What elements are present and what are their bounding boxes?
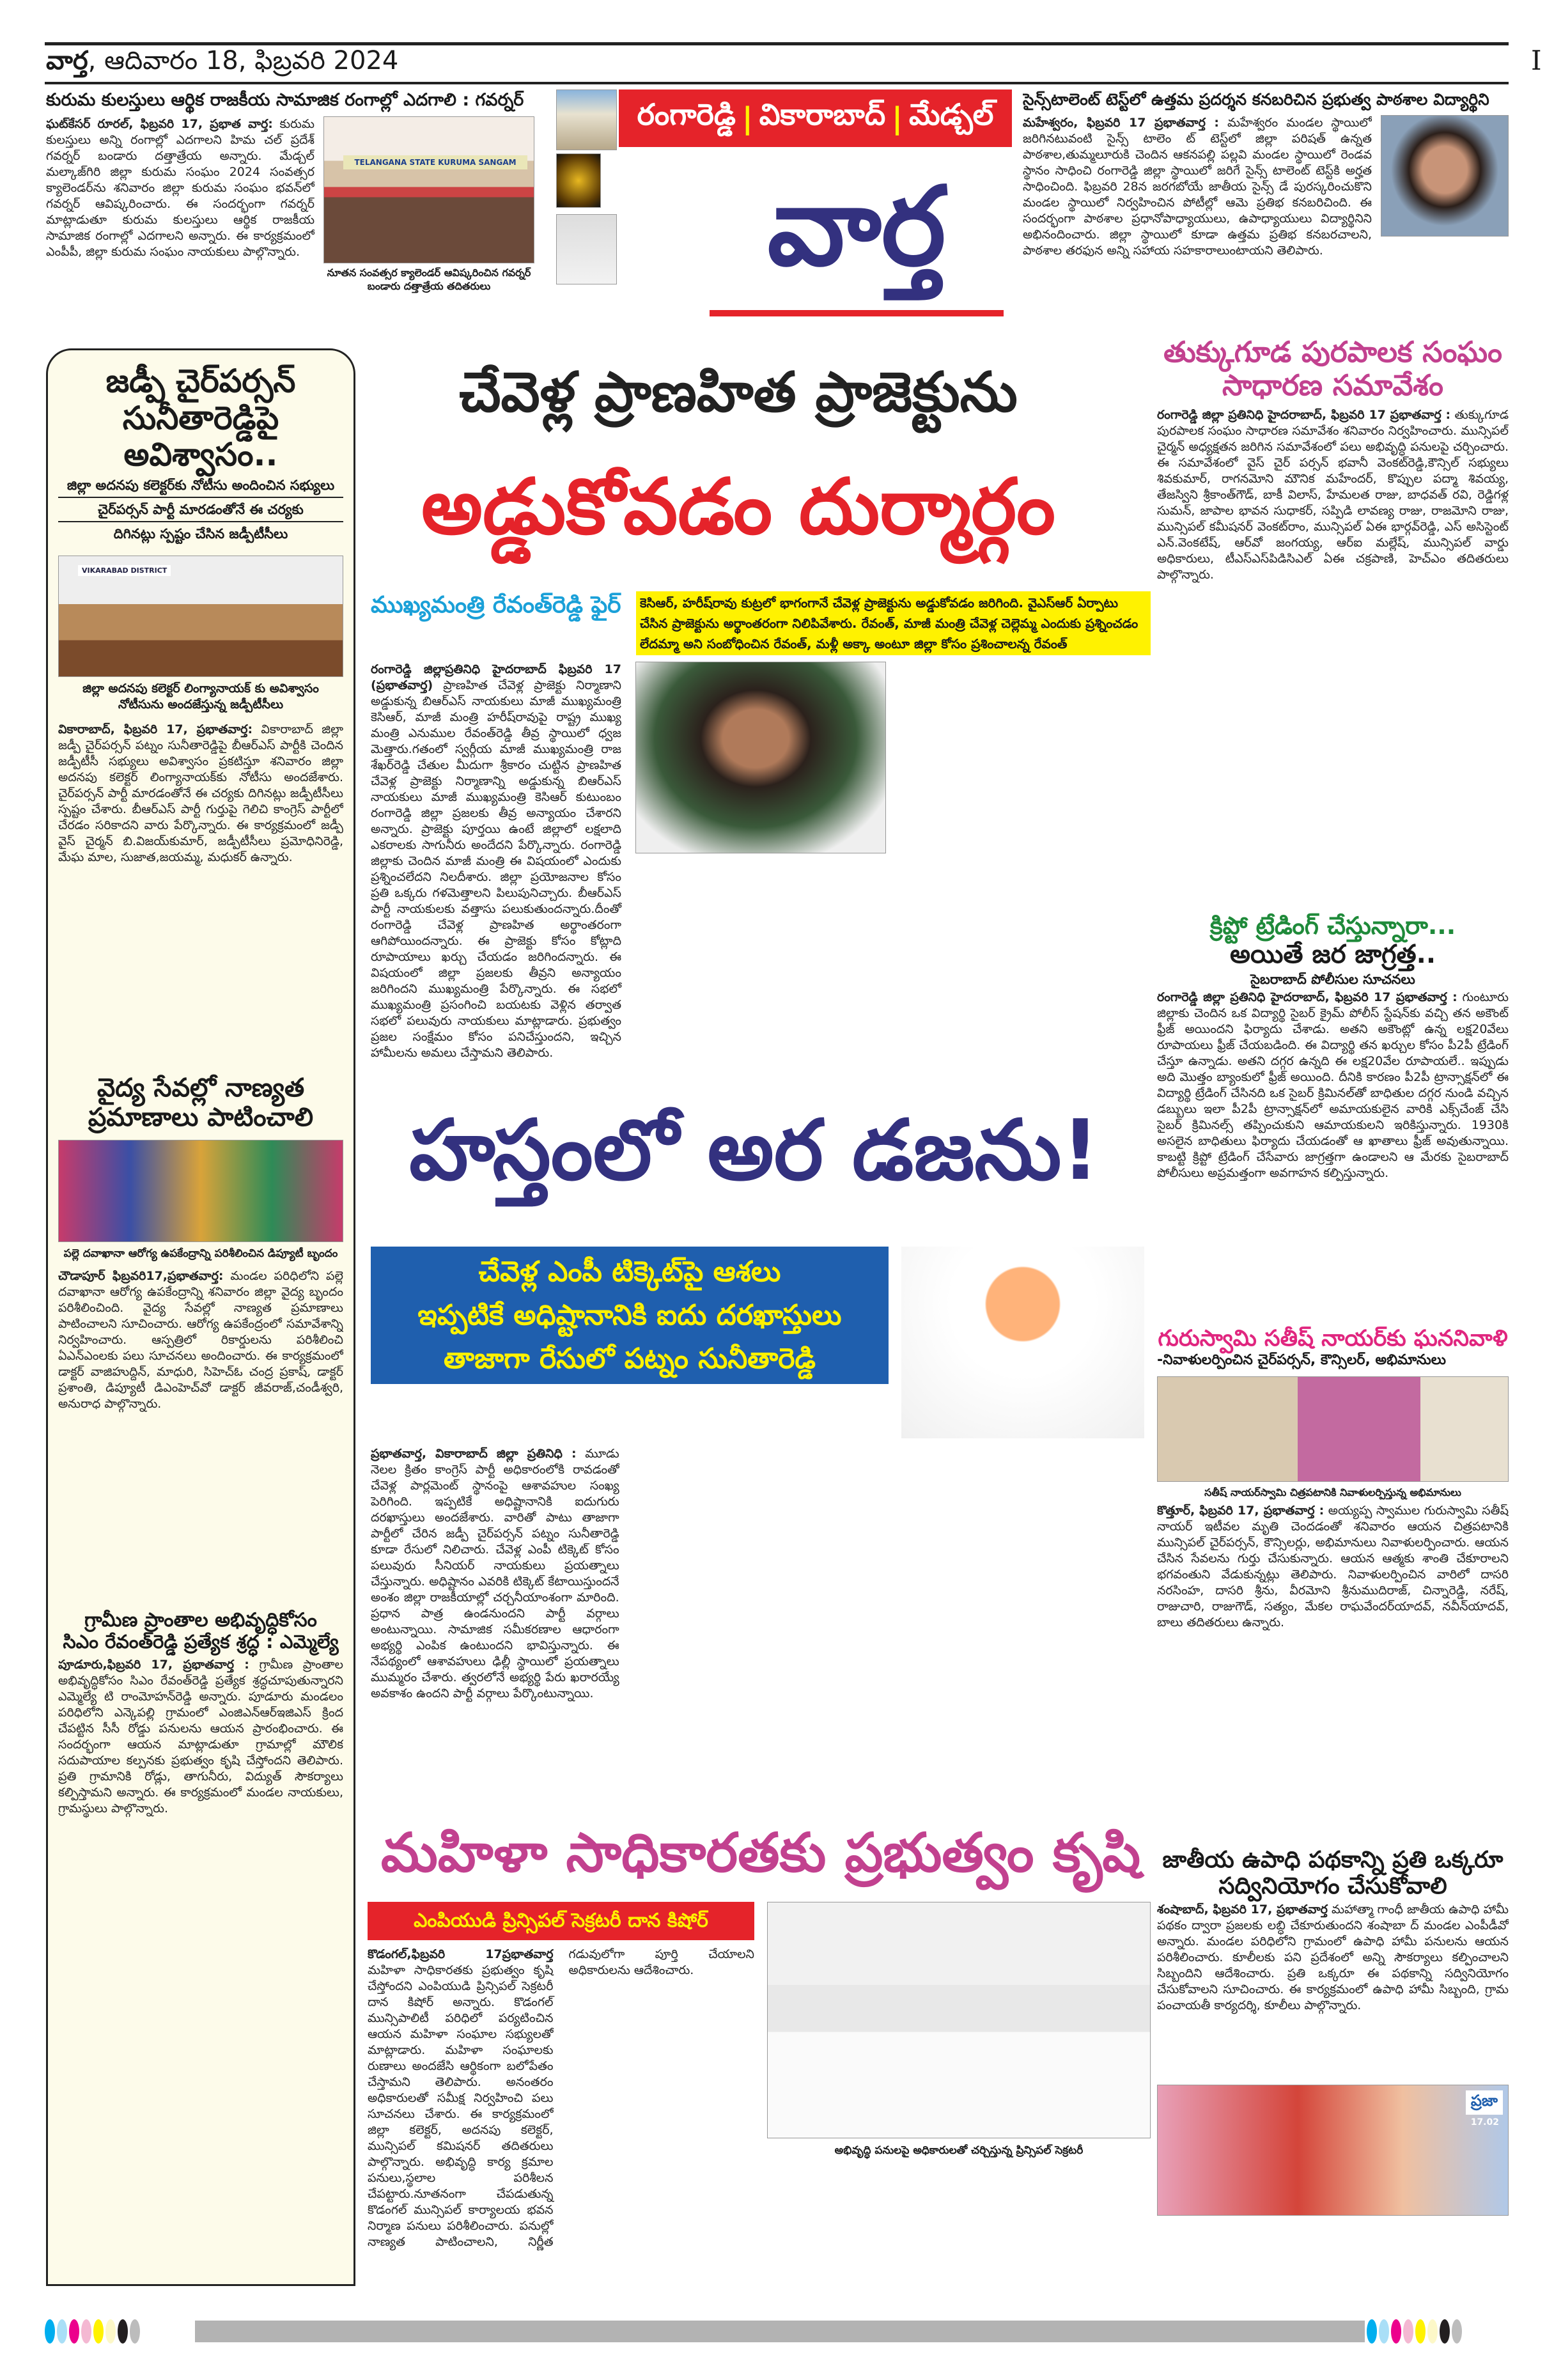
lead-subhead: ముఖ్యమంత్రి రేవంత్‌రెడ్డి ఫైర్: [371, 592, 621, 618]
registration-dot: [45, 2319, 55, 2344]
photo-caption: నూతన సంవత్సర క్యాలెండర్ ఆవిష్కరించిన గవర్నర్ బండారు దత్తాత్రేయ తదితరులు: [327, 267, 531, 292]
page-header: [46, 46, 398, 82]
dateline: రంగారెడ్డి జిల్లా ప్రతినిధి హైదరాబాద్, ఫిబ్రవరి 17 ప్రభాతవార్త :: [1157, 407, 1451, 422]
registration-dot: [93, 2319, 104, 2344]
zp-photo-caption: జిల్లా అదనపు కలెక్టర్ లింగ్యానాయక్ కు అవిశ్వాసం నోటీసును అందజేస్తున్న జడ్పీటీసీలు: [82, 681, 319, 712]
photo-date: 17.02: [1470, 2117, 1499, 2128]
registration-dot: [1391, 2319, 1401, 2344]
dateline: రంగారెడ్డి జిల్లాప్రతినిధి హైదరాబాద్ ఫిబ్రవరి 17 (ప్రభాతవార్త): [371, 662, 621, 692]
women-body: మహిళా సాధికారతకు ప్రభుత్వం కృషి చేస్తోందని ఎంపియుడి ప్రిన్సిపల్ సెక్రటరీ దాన కిషోర్ అన్నారు. కొడంగల్ మున్సిపాలిటీ పరిధిలో పర్యటించిన ఆయన మహిళా సంఘాల సభ్యులతో మాట్లాడారు. మహిళా సంఘాలకు రుణాలు అందజేసి ఆర్థికంగా బలోపేతం చేస్తామని తెలిపారు. అనంతరం అధికారులతో సమీక్ష నిర్వహించి పలు సూచనలు చేశారు. ఈ కార్యక్రమంలో జిల్లా కలెక్టర్, అదనపు కలెక్టర్, మున్సిపల్ కమిషనర్ తదితరులు పాల్గొన్నారు. అభివృద్ధి కార్య క్రమాల పనులు,స్థలాల పరిశీలన చేపట్టారు.నూతనంగా చేపడుతున్న కొడంగల్ మున్సిపల్ కార్యాలయ భవన నిర్మాణ పనులు పరిశీలించారు. పనుల్లో నాణ్యత పాటించాలని, నిర్ణీత గడువులోగా పూర్తి చేయాలని అధికారులను ఆదేశించారు.: [368, 1947, 754, 2249]
kuruma-event-photo: [323, 116, 534, 263]
kuruma-story: [46, 88, 548, 344]
registration-dot: [57, 2319, 67, 2344]
tribute-photo-caption: సతీష్ నాయర్‌స్వామి చిత్రపటానికి నివాళులర్పిస్తున్న అభిమానులు: [1204, 1486, 1461, 1498]
zp-sub-2: చైర్‌పర్సన్ పార్టీ మారడంతోనే ఈ చర్యకు: [58, 498, 343, 522]
dateline: ఘట్‌కేసర్ రూరల్, ఫిబ్రవరి 17, ప్రభాత వార్త:: [46, 117, 273, 131]
lead-story: [371, 591, 1151, 1084]
crypto-sub: సైబరాబాద్ పోలీసుల సూచనలు: [1250, 972, 1415, 988]
registration-marks-right: [1367, 2319, 1464, 2344]
medical-headline: వైద్య సేవల్లో నాణ్యత ప్రమాణాలు పాటించాలి: [88, 1073, 314, 1132]
page-number: I: [1531, 45, 1542, 76]
dateline: శంషాబాద్, ఫిబ్రవరి 17, ప్రభాతవార్త: [1157, 1902, 1328, 1917]
upadhi-body: మహాత్మా గాంధీ జాతీయ ఉపాధి హామీ పథకం ద్వారా ప్రజలకు లబ్ధి చేకూరుతుందని శంషాబా ద్ మండల ఎంపీడీవో అన్నారు. మండల పరిధిలోని గ్రామంలో ఉపాధి హామీ పనులను ఆయన పరిశీలించారు. కూలీలకు పని ప్రదేశంలో అన్ని సౌకర్యాలు కల్పించాలని సిబ్బందిని ఆదేశించారు. ప్రతి ఒక్కరూ ఈ పథకాన్ని సద్వినియోగం చేసుకోవాలని సూచించారు. ఈ కార్యక్రమంలో ఉపాధి హామీ సిబ్బంది, గ్రామ పంచాయతీ కార్యదర్శి, కూలీలు పాల్గొన్నారు.: [1157, 1902, 1509, 2013]
medical-photo-caption: పల్లె దవాఖానా ఆరోగ్య ఉపకేంద్రాన్ని పరిశీలించిన డిప్యూటీ బృందం: [63, 1247, 338, 1260]
lead-highlight-box: కెసిఆర్, హరీష్‌రావు కుట్రలో భాగంగానే చేవెళ్ల ప్రాజెక్టును అడ్డుకోవడం జరిగింది. వైఎస్ఆర్ ఏర్పాటు చేసిన ప్రాజెక్టును అర్థాంతరంగా నిలిపివేశారు. రేవంత్, మాజీ మంత్రి చేవెళ్ల చెల్లెమ్మ ఎందుకు ప్రశ్నించడం లేదమ్మా అని సంబోధించిన రేవంత్, మళ్లీ అక్కా అంటూ జిల్లా కోసం ప్రశించాలన్న రేవంత్: [636, 591, 1151, 655]
upadhi-photo: [1157, 2085, 1509, 2216]
registration-dot: [118, 2319, 128, 2344]
lead-deck: చేవెళ్ల ప్రాణహిత ప్రాజెక్టును: [459, 361, 1018, 424]
women-body-area: [368, 1947, 754, 2279]
lead-body-area: [371, 662, 1151, 1084]
dateline: ప్రభాతవార్త, వికారాబాద్ జిల్లా ప్రతినిధి :: [371, 1447, 577, 1461]
zp-body: వికారాబాద్ జిల్లా జడ్పీ చైర్‌పర్సన్ పట్నం సునీతారెడ్డిపై బీఆర్ఎస్ పార్టీకి చెందిన జడ్పీటీసీ సభ్యులు అవిశ్వాసం ప్రకటిస్తూ శనివారం జిల్లా అదనపు కలెక్టర్ లింగ్యానాయక్‌కు నోటీసు అందజేశారు. చైర్‌పర్సన్ పార్టీ మారడంతోనే ఈ చర్యకు దిగినట్లు జడ్పీటీసీలు స్పష్టం చేశారు. బీఆర్ఎస్ పార్టీ గుర్తుపై గెలిచి కాంగ్రెస్ పార్టీలో చేరడం సరికాదని వారు పేర్కొన్నారు. ఈ కార్యక్రమంలో జడ్పీ వైస్ చైర్మన్ బి.విజయ్‌కుమార్, జడ్పీటీసీలు ప్రమోధినిరెడ్డి, మేఘ మాల, సుజాత,జయమ్మ, మధుకర్ ఉన్నారు.: [58, 722, 343, 864]
congress-cartoon: [901, 1247, 1144, 1438]
temple-photo: [556, 89, 617, 150]
district-rangareddy: రంగారెడ్డి: [637, 97, 736, 132]
congress-headline: హస్తంలో అర డజను!: [409, 1101, 1099, 1199]
box-line-1: చేవెళ్ల ఎంపీ టిక్కెట్‌పై ఆశలు: [478, 1256, 781, 1288]
registration-dot: [69, 2319, 79, 2344]
article-body: మహేశ్వరం మండల స్థాయిలో జరిగినటువంటి సైన్స్ టాలెం ట్ టెస్ట్‌లో జిల్లా పరిషత్ ఉన్నత పాఠశాల,తుమ్మలూరుకి చెందిన ఆకనపల్లి పల్లవి మండల స్థాయిలో రెండవ స్థానం సాధించి రంగారెడ్డి జిల్లా స్థాయిలో జరిగే సైన్స్ టాలెంట్ టెస్ట్‌కి అర్హత సాధించింది. ఫిబ్రవరి 28న జరగబోయే జాతీయ సైన్స్ డే పురస్కరించుకొని మండల స్థాయిలో నిర్వహించిన పోటీల్లో ఆమె ప్రతిభ కనబరిచింది. ఈ సందర్భంగా పాఠశాల ప్రధానోపాధ్యాయులు, ఉపాధ్యాయులు విద్యార్థినిని అభినందించారు. జిల్లా స్థాయిలో కూడా ఉత్తమ ప్రతిభ కనబరచాలని, పాఠశాల తరఫున అన్ని సహాయ సహకారాలుంటాయని తెలిపారు.: [1023, 116, 1372, 258]
health-centre-photo: [58, 1140, 343, 1242]
revanth-reddy-photo: [635, 662, 886, 853]
registration-dot: [1367, 2319, 1377, 2344]
registration-bar: [195, 2321, 1365, 2342]
crypto-headline-2: అయితే జర జాగ్రత్త..: [1229, 940, 1436, 970]
zp-sub-1: జిల్లా అదనపు కలెక్టర్‌కు నోటీసు అందించిన సభ్యులు: [58, 474, 343, 498]
officials-meeting-photo: [767, 1902, 1151, 2138]
dateline: చౌడాపూర్ ఫిబ్రవరి17,ప్రభాతవార్త:: [58, 1268, 224, 1283]
rural-kicker: గ్రామీణ ప్రాంతాల అభివృద్ధికోసం: [84, 1608, 317, 1631]
registration-dot: [1379, 2319, 1389, 2344]
tribute-photo: [1157, 1376, 1509, 1482]
crypto-body: గుంటూరు జిల్లాకు చెందిన ఒక విద్యార్థి సైబర్ క్రైమ్ పోలీస్ స్టేషన్‌కు వచ్చి తన అకౌంట్ ఫ్రీజ్ అయిందని ఫిర్యాదు చేశాడు. అతని అకౌంట్లో ఉన్న లక్ష20వేలు రూపాయలు ఫ్రీజ్ చేయబడింది. ఈ విద్యార్థి తన ఖర్చుల కోసం పీ2పీ ట్రేడింగ్ చేస్తూ ఉన్నాడు. అతని దగ్గర ఉన్నది ఈ లక్ష20వేల రూపాయలే.. ఇప్పుడు అది మొత్తం బ్యాంకులో ఫ్రీజ్ అయింది. దీనికి కారణం పీ2పీ ట్రాన్సాక్షన్‌లో ఈ విద్యార్థి ట్రేడింగ్ చేసినది ఒక సైబర్ క్రిమినల్‌తో బాధితుల దగ్గర నుండి వచ్చిన డబ్బులు ఇలా పీ2పీ ట్రాన్సాక్షన్‌లో అమాయకులైన వారికి ఎక్స్‌చేంజ్ చేసి సైబర్ క్రిమినల్స్ తప్పించుకుని ఆమాయకులని ఇరికిస్తున్నారు. 1930కి అసలైన బాధితులు ఫిర్యాదు చేయడంతో ఆ ఖాతాలు ఫ్రీజ్ అవుతున్నాయి. కాబట్టి క్రిప్టో ట్రేడింగ్ చేసేవారు జాగ్రత్తగా ఉండాలని ఆ మేరకు సైబరాబాద్ పోలీసులు అప్రమత్తంగా అవగాహన కల్పిస్తున్నారు.: [1157, 990, 1509, 1181]
photo-badge: ప్రజా: [1466, 2090, 1503, 2115]
rural-body: గ్రామీణ ప్రాంతాల అభివృద్ధికోసం సిఎం రేవంత్‌రెడ్డి ప్రత్యేక శ్రద్ధచూపుతున్నారని ఎమ్మెల్యే టి రాంమోహన్‌రెడ్డి అన్నారు. పూడూరు మండలం పరిధిలోని ఎన్కెపల్లి గ్రామంలో ఎంజిఎన్ఆర్ఇజిఎస్ క్రింద చేపట్టిన సీసీ రోడ్డు పనులను ఆయన ప్రారంభించారు. ఈ సందర్భంగా ఆయన మాట్లాడుతూ గ్రామాల్లో మౌలిక సదుపాయాల కల్పనకు ప్రభుత్వం కృషి చేస్తోందని తెలిపారు. ప్రతి గ్రామానికి రోడ్లు, తాగునీరు, విద్యుత్ సౌకర్యాలు కల్పిస్తామని అన్నారు. ఈ కార్యక్రమంలో మండల నాయకులు, గ్రామస్థులు పాల్గొన్నారు.: [58, 1657, 343, 1816]
meeting-photo-caption: అభివృద్ధి పనులపై అధికారులతో చర్చిస్తున్న ప్రిన్సిపల్ సెక్రటరీ: [834, 2144, 1084, 2157]
student-photo: [1381, 115, 1509, 237]
registration-dot: [130, 2319, 140, 2344]
dateline: వికారాబాద్, ఫిబ్రవరి 17, ప్రభాతవార్త:: [58, 722, 253, 736]
registration-dot: [1403, 2319, 1413, 2344]
registration-dot: [1452, 2319, 1462, 2344]
dateline: కొత్తూర్, ఫిబ్రవరి 17, ప్రభాతవార్త :: [1157, 1503, 1325, 1518]
guruswamy-body: అయ్యప్ప స్వాముల గురుస్వామి సతీష్ నాయర్ ఇటీవల మృతి చెందడంతో శనివారం ఆయన చిత్రపటానికి మున్సిపల్ చైర్‌పర్సన్, కౌన్సిలర్లు, అభిమానులు నివాళులర్పించారు. ఆయన చేసిన సేవలను గుర్తు చేసుకున్నారు. ఆయన ఆత్మకు శాంతి చేకూరాలని భగవంతుని వేడుకున్నట్లు తెలిపారు. నివాళులర్పించిన వారిలో దాసరి నరసింహ, దాసరి శ్రీను, వీరమోని శ్రీనుముదిరాజ్, చిన్నారెడ్డి, నరేష్, రాజుచారి, రాజుగౌడ్, సత్యం, మేకల రాఘవేందర్‌యాదవ్, నవీన్‌యాదవ్, బాలు తదితరులు ఉన్నారు.: [1157, 1503, 1509, 1629]
registration-dot: [1440, 2319, 1450, 2344]
separator: |: [742, 101, 753, 136]
dateline: కొడంగల్,ఫిబ్రవరి 17ప్రభాతవార్త: [368, 1947, 554, 1961]
registration-dot: [1415, 2319, 1426, 2344]
lead-headline: అడ్డుకోవడం దుర్మార్గం: [421, 463, 1056, 552]
secretary-banner: ఎంపియుడి ప్రిన్సిపల్ సెక్రటరీ దాన కిషోర్: [368, 1902, 754, 1940]
guruswamy-sub: -నివాళులర్పించిన చైర్‌పర్సన్, కౌన్సిలర్, అభిమానులు: [1157, 1351, 1446, 1368]
left-column-box: [46, 348, 355, 2286]
registration-dot: [81, 2319, 91, 2344]
congress-body-area: [371, 1446, 1144, 1810]
congress-body: మూడు నెలల క్రితం కాంగ్రెస్ పార్టీ అధికారంలోకి రావడంతో చేవెళ్ల పార్లమెంట్ స్థానంపై ఆశావహుల సంఖ్య పెరిగింది. ఇప్పటికే అధిష్టానానికి ఐదుగురు దరఖాస్తులు అందజేశారు. వారితో పాటు తాజాగా పార్టీలో చేరిన జడ్పీ చైర్‌పర్సన్ పట్నం సునీతారెడ్డి కూడా రేసులో నిలిచారు. చేవెళ్ల ఎంపీ టిక్కెట్ కోసం పలువురు సీనియర్ నాయకులు ప్రయత్నాలు చేస్తున్నారు. అధిష్టానం ఎవరికి టిక్కెట్ కేటాయిస్తుందనే అంశం జిల్లా రాజకీయాల్లో చర్చనీయాంశంగా మారింది. ప్రధాన పాత్ర ఉండనుందని పార్టీ వర్గాలు అంటున్నాయి. సామాజిక సమీకరణాల ఆధారంగా అభ్యర్థి ఎంపిక ఉంటుందని భావిస్తున్నారు. ఈ నేపథ్యంలో ఆశావహులు ఢిల్లీ స్థాయిలో ప్రయత్నాలు ముమ్మరం చేశారు. త్వరలోనే అభ్యర్థి పేరు ఖరారయ్యే అవకాశం ఉందని పార్టీ వర్గాలు పేర్కొంటున్నాయి.: [371, 1447, 619, 1700]
logo-vaartha: వార్త: [767, 164, 946, 290]
dateline: పూడూరు,ఫిబ్రవరి 17, ప్రభాతవార్త :: [58, 1657, 249, 1672]
right-column: [1157, 336, 1509, 2282]
box-line-3: తాజాగా రేసులో పట్నం సునీతారెడ్డి: [443, 1342, 816, 1375]
dateline: మహేశ్వరం, ఫిబ్రవరి 17 ప్రభాతవార్త :: [1023, 116, 1220, 130]
building-photo: [556, 214, 617, 284]
registration-marks-left: [45, 2319, 142, 2344]
congress-box: [371, 1247, 889, 1384]
box-line-2: ఇప్పటికే అధిష్టానానికి ఐదు దరఖాస్తులు: [417, 1299, 842, 1332]
registration-dot: [1427, 2319, 1438, 2344]
dateline: రంగారెడ్డి జిల్లా ప్రతినిధి హైదరాబాద్, ఫిబ్రవరి 17 ప్రభాతవార్త :: [1157, 990, 1457, 1005]
photo-sign: VIKARABAD DISTRICT: [78, 565, 171, 576]
top-rule: [45, 42, 1509, 45]
issue-date: , ఆదివారం 18, ఫిబ్రవరి 2024: [88, 46, 399, 75]
article-body: కురుమ కులస్తులు అన్ని రంగాల్లో ఎదగాలని హిమ చల్ ప్రదేశ్ గవర్నర్ బండారు దత్తాత్రేయ అన్నారు. మేడ్చల్ మల్కాజ్‌గిరి జిల్లా కురుమ సంఘం 2024 సంవత్సర క్యాలెండర్‌ను శనివారం జిల్లా కురుమ సంఘం భవన్‌లో గవర్నర్ ఆవిష్కరించారు. ఈ సందర్భంగా గవర్నర్ మాట్లాడుతూ కురుమ కులస్తులు ఆర్థిక రాజకీయ సామాజిక రంగాల్లో ఎదగాలని అన్నారు. ఈ కార్యక్రమంలో ఎంపీపీ, జిల్లా కురుమ సంఘం నాయకులు పాల్గొన్నారు.: [46, 117, 315, 259]
women-empowerment-headline: మహిళా సాధికారతకు ప్రభుత్వం కృషి: [380, 1821, 1141, 1884]
masthead: [556, 89, 1013, 332]
guruswamy-headline: గురుస్వామి సతీష్ నాయర్‌కు ఘననివాళి: [1158, 1326, 1508, 1352]
logo-underline: [710, 310, 1004, 316]
tukkuguda-headline: తుక్కుగూడ పురపాలక సంఘం సాధారణ సమావేశం: [1163, 336, 1502, 402]
deity-photo: [556, 153, 601, 208]
rural-headline: సిఎం రేవంత్‌రెడ్డి ప్రత్యేక శ్రద్ధ : ఎమ్మెల్యే: [63, 1631, 339, 1653]
photo-banner: TELANGANA STATE KURUMA SANGAM: [343, 155, 527, 169]
district-vikarabad: వికారాబాద్: [759, 97, 886, 132]
upadhi-headline: జాతీయ ఉపాధి పథకాన్ని ప్రతి ఒక్కరూ సద్వినియోగం చేసుకోవాలి: [1162, 1846, 1503, 1899]
zp-headline: జడ్పీ చైర్‌పర్సన్ సునీతారెడ్డిపై అవిశ్వాసం..: [105, 362, 296, 473]
separator: |: [892, 101, 903, 136]
science-talent-story: [1023, 88, 1509, 331]
district-medchal: మేడ్చల్: [908, 97, 994, 132]
district-banner: [619, 89, 1012, 147]
registration-dot: [105, 2319, 116, 2344]
header-rule: [45, 82, 1509, 84]
headline: సైన్స్‌టాలెంట్ టెస్ట్‌లో ఉత్తమ ప్రదర్శన కనబరిచిన ప్రభుత్వ పాఠశాల విద్యార్థిని: [1023, 90, 1489, 109]
lead-body: ప్రాణహిత చేవెళ్ల ప్రాజెక్టు నిర్మాణాని అడ్డుకున్న బిఆర్ఎస్ నాయకులు మాజీ ముఖ్యమంత్రి కెసిఆర్, మాజీ మంత్రి హరీష్‌రావుపై రాష్ట్ర ముఖ్య మంత్రి ఎనుముల రేవంత్‌రెడ్డి తీవ్ర స్థాయిలో ధ్వజ మెత్తారు.గతంలో స్వర్గీయ మాజీ ముఖ్యమంత్రి రాజ శేఖర్‌రెడ్డి చేతుల మీదుగా శ్రీకారం చుట్టిన ప్రాణహిత చేవెళ్ల ప్రాజెక్టు నిర్మాణాన్ని అడ్డుకున్న బిఆర్ఎస్ నాయకులు మాజీ ముఖ్యమంత్రి కెసిఆర్ కుటుంబం రంగారెడ్డి జిల్లా ప్రజలకు తీవ్ర అన్యాయం చేశారని అన్నారు. ప్రాజెక్టు పూర్తయి ఉంటే జిల్లాలో లక్షలాది ఎకరాలకు సాగునీరు అందేదని పేర్కొన్నారు. రంగారెడ్డి జిల్లాకు చెందిన మాజీ మంత్రి ఈ విషయంలో ఎందుకు ప్రశ్నించలేదని నిలదీశారు. జిల్లా ప్రయోజనాల కోసం ప్రతి ఒక్కరు గళమెత్తాలని పిలుపునిచ్చారు. బీఆర్ఎస్ పార్టీ నాయకులకు వత్తాసు పలుకుతుందన్నారు.దీంతో రంగారెడ్డి చేవెళ్ల ప్రాణహిత అర్థాంతరంగా ఆగిపోయిందన్నారు. ఈ ప్రాజెక్టు కోసం కోట్లాది రూపాయాలు ఖర్చు చేయడం జరిగిందన్నారు. ఈ విషయంలో జిల్లా ప్రజలకు తీవ్రని అన్యాయం జరిగిందని ముఖ్యమంత్రి పేర్కొన్నారు. ఈ సభలో ముఖ్యమంత్రి ప్రసంగించి బయటకు వెళ్లిన తర్వాత సభలో పలువురు నాయకులు మాట్లాడారు. ప్రభుత్వం ప్రజల సంక్షేమం కోసం పనిచేస్తుందని, ఇచ్చిన హామీలను అమలు చేస్తామని తెలిపారు.: [371, 678, 621, 1060]
crypto-headline-1: క్రిప్టో ట్రేడింగ్ చేస్తున్నారా...: [1209, 911, 1456, 940]
zp-notice-photo: [58, 556, 343, 677]
tukkuguda-body: తుక్కుగూడ పురపాలక సంఘం సాధారణ సమావేశం శనివారం నిర్వహించారు. మున్సిపల్ చైర్మన్ అధ్యక్షతన జరిగిన సమావేశంలో పలు అభివృద్ధి పనులపై చర్చించారు. ఈ సమావేశంలో వైస్ చైర్ పర్సన్ భవానీ వెంకట్‌రెడ్డి,కౌన్సిల్ సభ్యులు శివకుమార్, రాగనమోని మౌనిక మహేందర్, కొప్పుల పద్మా శివయ్య, తేజస్విని శ్రీకాంత్‌గౌడ్, బాకీ విలాస్, హేమలత రాజు, బాధవత్ రవి, రెడ్డిగళ్ల సుమన్, జాపాల భావన సుధాకర్, సప్పిడి లావణ్య రాజు, రాజమోని రాజు, మున్సిపల్ కమీషనర్ వెంకట్‌రాం, మున్సిపల్ ఏఈ భార్గవ్‌రెడ్డి, ఎస్ అసిస్టెంట్ ఎన్.వెంకటేష్, ఆర్‌వో జంగయ్య, ఆర్ఐ మల్లేష్, మున్సిపల్ వార్డు అధికారులు, టీఎస్ఎస్‌పిడిసిఎల్ ఏఈ చక్రపాణి, హెచ్ఎం తదితరులు పాల్గొన్నారు.: [1157, 407, 1509, 582]
zp-sub-3: దిగినట్లు స్పష్టం చేసిన జడ్పీటీసీలు: [113, 525, 288, 541]
medical-body: మండల పరిధిలోని పల్లె దవాఖానా ఆరోగ్య ఉపకేంద్రాన్ని శనివారం జిల్లా వైద్య బృందం పరిశీలించింది. వైద్య సేవల్లో నాణ్యత ప్రమాణాలు పాటించాలని సూచించారు. ఆరోగ్య ఉపకేంద్రంలో సమావేశాన్ని నిర్వహించారు. ఆస్పత్రిలో రికార్డులను పరిశీలించి ఏఎన్ఎంలకు పలు సూచనలు అందించారు. ఈ కార్యక్రమంలో డాక్టర్ వాజిహుద్దిన్, మాధురి, సిహెచ్ఓ చంద్ర ప్రకాష్, డాక్టర్ ప్రశాంతి, డిప్యూటీ డిఎంహెచ్‌వో డాక్టర్ జీవరాజ్,చండీశ్వరి, అనురాధ పాల్గొన్నారు.: [58, 1268, 343, 1411]
paper-name: వార్త: [46, 46, 88, 75]
headline: కురుమ కులస్తులు ఆర్థిక రాజకీయ సామాజిక రంగాల్లో ఎదగాలి : గవర్నర్: [46, 90, 524, 110]
